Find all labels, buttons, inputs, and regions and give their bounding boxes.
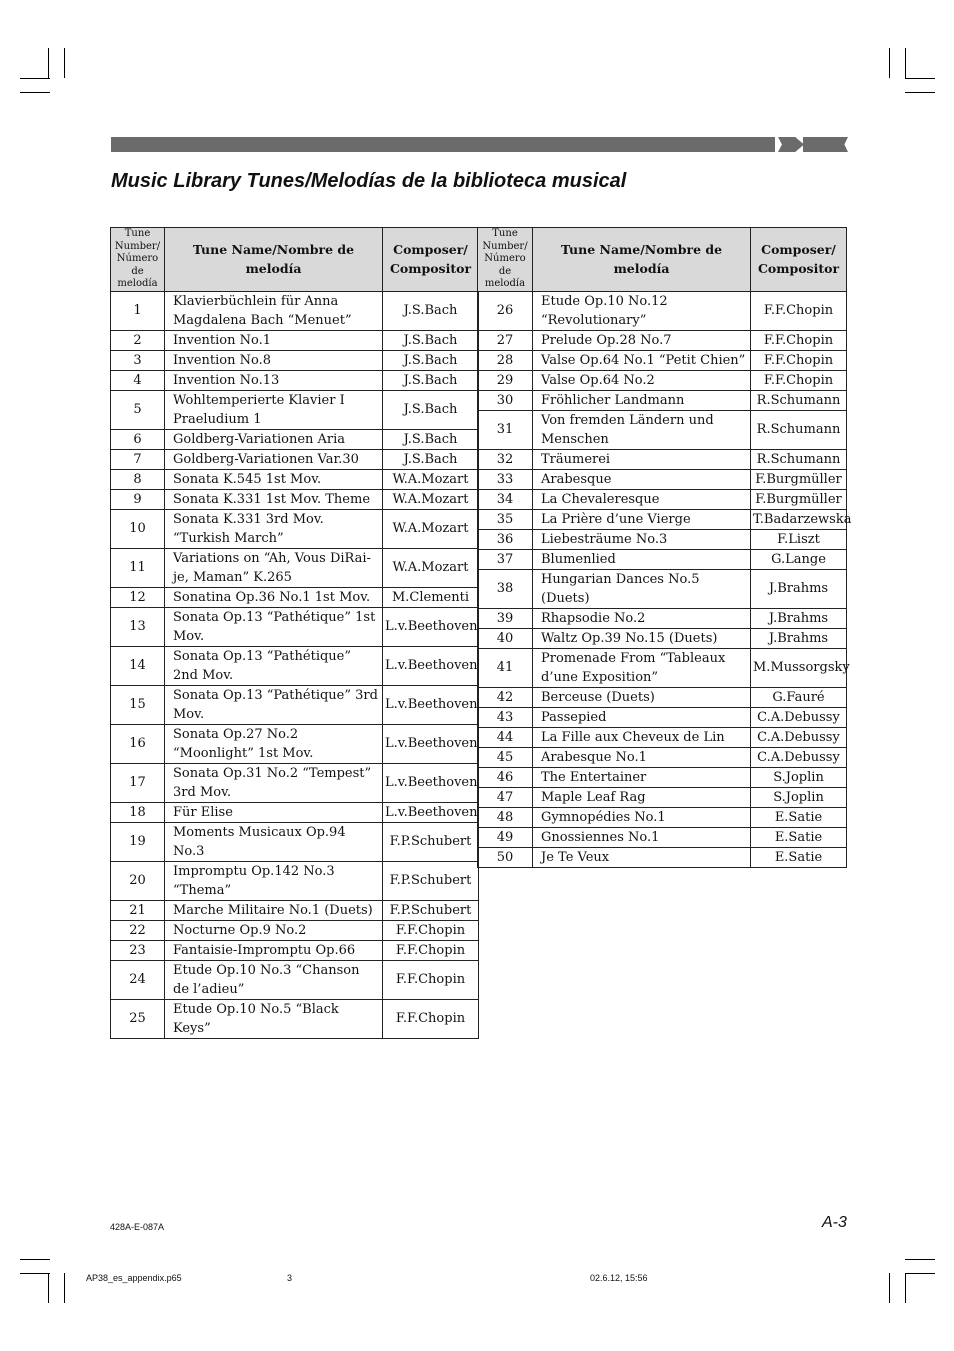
footer-date: 02.6.12, 15:56 (590, 1273, 648, 1283)
table-row (111, 822, 479, 861)
tune-name: Sonata K.331 3rd Mov. “Turkish March” (165, 509, 383, 548)
table-row (111, 685, 479, 724)
table-row (111, 646, 479, 685)
tune-composer: W.A.Mozart (383, 548, 479, 587)
table-row (111, 370, 479, 390)
tune-number: 14 (111, 646, 165, 685)
tune-number: 23 (111, 940, 165, 960)
tune-name: Rhapsodie No.2 (533, 608, 751, 628)
tune-number: 50 (478, 847, 533, 867)
tune-composer: F.Burgmüller (751, 469, 847, 489)
tune-number: 19 (111, 822, 165, 861)
tune-number: 13 (111, 607, 165, 646)
tune-number: 31 (478, 410, 533, 449)
tune-number: 42 (478, 687, 533, 707)
tune-composer: F.P.Schubert (383, 900, 479, 920)
tune-number: 30 (478, 390, 533, 410)
tune-composer: F.P.Schubert (383, 861, 479, 900)
tune-composer: W.A.Mozart (383, 489, 479, 509)
tune-number: 2 (111, 330, 165, 350)
tune-table-left (110, 227, 479, 1039)
tune-composer: J.S.Bach (383, 370, 479, 390)
table-row (478, 827, 847, 847)
tune-number: 43 (478, 707, 533, 727)
table-row (478, 787, 847, 807)
tune-composer: W.A.Mozart (383, 469, 479, 489)
tune-number: 36 (478, 529, 533, 549)
tune-name: Valse Op.64 No.1 “Petit Chien” (533, 350, 751, 370)
tune-number: 45 (478, 747, 533, 767)
tune-name: Moments Musicaux Op.94 No.3 (165, 822, 383, 861)
table-row (111, 350, 479, 370)
table-row (478, 529, 847, 549)
tune-composer: M.Mussorgsky (751, 648, 847, 687)
tune-number: 12 (111, 587, 165, 607)
tune-number: 21 (111, 900, 165, 920)
table-row (111, 900, 479, 920)
tune-number: 9 (111, 489, 165, 509)
table-row (478, 449, 847, 469)
table-row (478, 549, 847, 569)
tune-name: Variations on “Ah, Vous DiRai-je, Maman” K.265 (165, 548, 383, 587)
tune-number: 49 (478, 827, 533, 847)
column-header-name: Tune Name/Nombre de melodía (533, 228, 751, 292)
table-row (111, 763, 479, 802)
tune-number: 24 (111, 960, 165, 999)
tune-number: 44 (478, 727, 533, 747)
tune-composer: F.F.Chopin (383, 920, 479, 940)
table-row (478, 707, 847, 727)
tune-number: 17 (111, 763, 165, 802)
tune-name: Träumerei (533, 449, 751, 469)
tune-composer: E.Satie (751, 847, 847, 867)
column-header-name: Tune Name/Nombre de melodía (165, 228, 383, 292)
tune-number: 15 (111, 685, 165, 724)
tune-composer: C.A.Debussy (751, 707, 847, 727)
tune-number: 1 (111, 291, 165, 330)
table-row (111, 429, 479, 449)
tune-number: 8 (111, 469, 165, 489)
tune-name: Nocturne Op.9 No.2 (165, 920, 383, 940)
tune-name: Marche Militaire No.1 (Duets) (165, 900, 383, 920)
tune-number: 41 (478, 648, 533, 687)
table-row (111, 802, 479, 822)
header-bar (111, 137, 775, 152)
tune-composer: G.Fauré (751, 687, 847, 707)
tune-composer: F.Liszt (751, 529, 847, 549)
tune-name: Etude Op.10 No.3 “Chanson de l’adieu” (165, 960, 383, 999)
table-row (111, 509, 479, 548)
tune-composer: G.Lange (751, 549, 847, 569)
tune-composer: L.v.Beethoven (383, 607, 479, 646)
table-row (111, 548, 479, 587)
tune-name: Goldberg-Variationen Aria (165, 429, 383, 449)
tune-composer: F.F.Chopin (751, 370, 847, 390)
tune-number: 20 (111, 861, 165, 900)
table-row (111, 999, 479, 1038)
tune-name: Sonata Op.13 “Pathétique” 1st Mov. (165, 607, 383, 646)
tune-composer: F.P.Schubert (383, 822, 479, 861)
tune-number: 26 (478, 291, 533, 330)
tune-composer: L.v.Beethoven (383, 724, 479, 763)
table-row (478, 727, 847, 747)
table-row (478, 509, 847, 529)
tune-number: 38 (478, 569, 533, 608)
table-row (111, 940, 479, 960)
table-row (478, 370, 847, 390)
tune-number: 29 (478, 370, 533, 390)
tune-composer: F.F.Chopin (751, 350, 847, 370)
tune-composer: E.Satie (751, 807, 847, 827)
tune-composer: L.v.Beethoven (383, 685, 479, 724)
tune-name: Wohltemperierte Klavier I Praeludium 1 (165, 390, 383, 429)
table-row (478, 847, 847, 867)
tune-composer: S.Joplin (751, 787, 847, 807)
tune-number: 34 (478, 489, 533, 509)
tune-name: The Entertainer (533, 767, 751, 787)
table-row (111, 861, 479, 900)
tune-name: Gymnopédies No.1 (533, 807, 751, 827)
tune-composer: C.A.Debussy (751, 747, 847, 767)
tune-composer: F.F.Chopin (751, 291, 847, 330)
tune-number: 48 (478, 807, 533, 827)
table-row (478, 291, 847, 330)
tune-number: 10 (111, 509, 165, 548)
tune-name: Invention No.1 (165, 330, 383, 350)
table-row (111, 330, 479, 350)
tune-number: 47 (478, 787, 533, 807)
tune-composer: J.S.Bach (383, 449, 479, 469)
header-bar-end (803, 137, 848, 152)
tune-name: Arabesque No.1 (533, 747, 751, 767)
table-header-row (478, 228, 847, 292)
tune-name: Waltz Op.39 No.15 (Duets) (533, 628, 751, 648)
tune-number: 4 (111, 370, 165, 390)
tune-composer: R.Schumann (751, 390, 847, 410)
table-row (111, 291, 479, 330)
tune-number: 46 (478, 767, 533, 787)
tune-composer: T.Badarzewska (751, 509, 847, 529)
column-header-number: Tune Number/ Número de melodía (111, 228, 165, 292)
tune-name: Blumenlied (533, 549, 751, 569)
tune-composer: S.Joplin (751, 767, 847, 787)
doc-code: 428A-E-087A (110, 1222, 165, 1232)
column-header-number: Tune Number/ Número de melodía (478, 228, 533, 292)
tune-number: 39 (478, 608, 533, 628)
tune-composer: L.v.Beethoven (383, 646, 479, 685)
tune-number: 16 (111, 724, 165, 763)
page-number: A-3 (822, 1214, 847, 1231)
tune-number: 32 (478, 449, 533, 469)
table-row (478, 608, 847, 628)
tune-number: 33 (478, 469, 533, 489)
tune-name: Maple Leaf Rag (533, 787, 751, 807)
tune-name: Fröhlicher Landmann (533, 390, 751, 410)
tune-name: Valse Op.64 No.2 (533, 370, 751, 390)
tune-number: 11 (111, 548, 165, 587)
table-row (478, 687, 847, 707)
tune-name: Hungarian Dances No.5 (Duets) (533, 569, 751, 608)
tune-number: 37 (478, 549, 533, 569)
tune-name: Für Elise (165, 802, 383, 822)
footer-file: AP38_es_appendix.p65 (86, 1273, 182, 1283)
tune-name: Liebesträume No.3 (533, 529, 751, 549)
tune-name: Etude Op.10 No.12 “Revolutionary” (533, 291, 751, 330)
column-header-composer: Composer/ Compositor (383, 228, 479, 292)
table-row (478, 469, 847, 489)
tune-composer: J.Brahms (751, 569, 847, 608)
table-row (478, 350, 847, 370)
tune-name: Promenade From “Tableaux d’une Exposition” (533, 648, 751, 687)
tune-composer: J.Brahms (751, 608, 847, 628)
tune-composer: L.v.Beethoven (383, 763, 479, 802)
column-header-composer: Composer/ Compositor (751, 228, 847, 292)
footer-page: 3 (287, 1273, 293, 1283)
table-row (111, 587, 479, 607)
tune-name: Goldberg-Variationen Var.30 (165, 449, 383, 469)
tune-number: 5 (111, 390, 165, 429)
tune-composer: F.F.Chopin (383, 999, 479, 1038)
table-row (111, 724, 479, 763)
tune-number: 6 (111, 429, 165, 449)
tune-composer: F.F.Chopin (383, 940, 479, 960)
table-row (478, 489, 847, 509)
table-row (478, 410, 847, 449)
tune-composer: F.F.Chopin (383, 960, 479, 999)
tune-composer: J.Brahms (751, 628, 847, 648)
tune-number: 7 (111, 449, 165, 469)
tune-name: Berceuse (Duets) (533, 687, 751, 707)
table-row (478, 390, 847, 410)
table-row (111, 469, 479, 489)
tune-name: Klavierbüchlein für Anna Magdalena Bach “Menuet” (165, 291, 383, 330)
tune-name: La Fille aux Cheveux de Lin (533, 727, 751, 747)
table-header-row (111, 228, 479, 292)
tune-composer: J.S.Bach (383, 429, 479, 449)
table-row (478, 569, 847, 608)
table-row (111, 960, 479, 999)
tune-number: 22 (111, 920, 165, 940)
tune-name: Sonata Op.13 “Pathétique” 3rd Mov. (165, 685, 383, 724)
tune-number: 28 (478, 350, 533, 370)
tune-name: Invention No.13 (165, 370, 383, 390)
tune-number: 40 (478, 628, 533, 648)
table-row (478, 330, 847, 350)
tune-name: Je Te Veux (533, 847, 751, 867)
table-row (478, 648, 847, 687)
tune-name: Impromptu Op.142 No.3 “Thema” (165, 861, 383, 900)
tune-number: 27 (478, 330, 533, 350)
tune-name: Fantaisie-Impromptu Op.66 (165, 940, 383, 960)
tune-number: 18 (111, 802, 165, 822)
tune-name: Arabesque (533, 469, 751, 489)
tune-name: Sonatina Op.36 No.1 1st Mov. (165, 587, 383, 607)
tune-number: 3 (111, 350, 165, 370)
tune-name: Sonata Op.13 “Pathétique” 2nd Mov. (165, 646, 383, 685)
tune-composer: J.S.Bach (383, 390, 479, 429)
table-row (478, 747, 847, 767)
tune-number: 25 (111, 999, 165, 1038)
tune-composer: C.A.Debussy (751, 727, 847, 747)
table-row (478, 807, 847, 827)
tune-name: Etude Op.10 No.5 “Black Keys” (165, 999, 383, 1038)
tune-composer: F.Burgmüller (751, 489, 847, 509)
tune-composer: F.F.Chopin (751, 330, 847, 350)
tune-composer: J.S.Bach (383, 291, 479, 330)
table-row (478, 767, 847, 787)
tune-name: La Chevaleresque (533, 489, 751, 509)
tune-composer: E.Satie (751, 827, 847, 847)
tune-name: Von fremden Ländern und Menschen (533, 410, 751, 449)
tune-composer: L.v.Beethoven (383, 802, 479, 822)
tune-composer: R.Schumann (751, 449, 847, 469)
tune-name: Invention No.8 (165, 350, 383, 370)
tune-composer: W.A.Mozart (383, 509, 479, 548)
tune-name: Sonata Op.31 No.2 “Tempest” 3rd Mov. (165, 763, 383, 802)
tune-name: Prelude Op.28 No.7 (533, 330, 751, 350)
tune-name: Sonata K.545 1st Mov. (165, 469, 383, 489)
tune-name: Passepied (533, 707, 751, 727)
table-row (111, 607, 479, 646)
tune-name: La Prière d’une Vierge (533, 509, 751, 529)
tune-table-right (477, 227, 852, 868)
table-row (111, 489, 479, 509)
tune-composer: R.Schumann (751, 410, 847, 449)
tune-composer: J.S.Bach (383, 330, 479, 350)
tune-name: Sonata Op.27 No.2 “Moonlight” 1st Mov. (165, 724, 383, 763)
tune-name: Sonata K.331 1st Mov. Theme (165, 489, 383, 509)
table-row (111, 390, 479, 429)
tune-number: 35 (478, 509, 533, 529)
table-row (478, 628, 847, 648)
table-row (111, 449, 479, 469)
tune-composer: J.S.Bach (383, 350, 479, 370)
tune-name: Gnossiennes No.1 (533, 827, 751, 847)
page-title: Music Library Tunes/Melodías de la biblioteca musical (111, 170, 627, 192)
table-row (111, 920, 479, 940)
tune-composer: M.Clementi (383, 587, 479, 607)
